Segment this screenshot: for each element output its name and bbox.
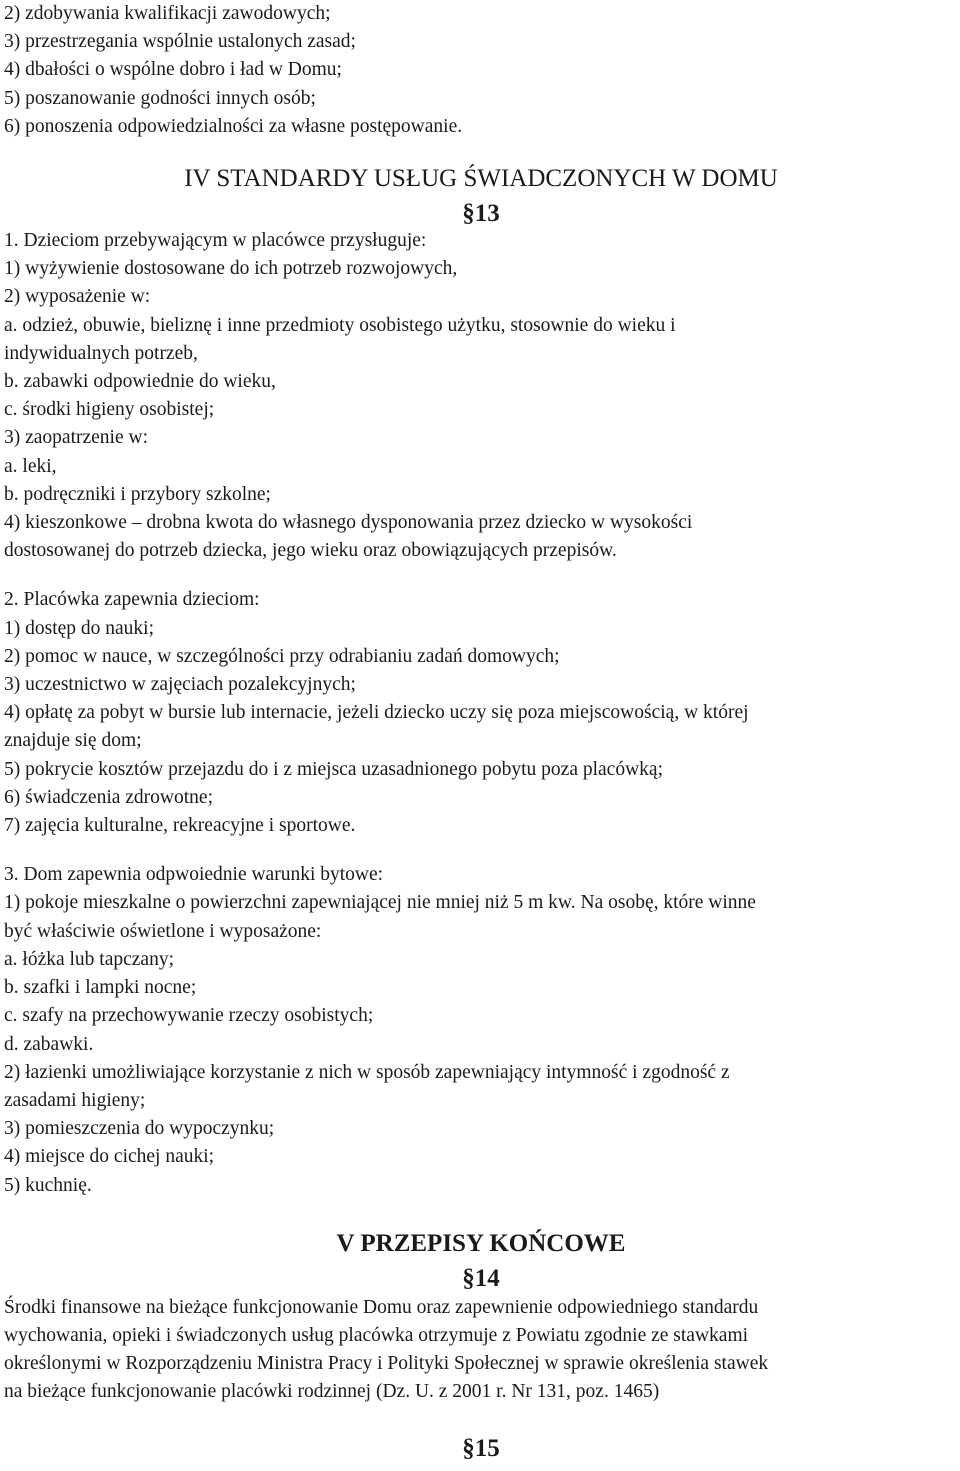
section-number: [4, 198, 958, 230]
text-line: b. podręczniki i przybory szkolne;: [4, 483, 271, 505]
text-line: 2. Placówka zapewnia dzieciom:: [4, 589, 260, 611]
paragraph-2: [4, 586, 958, 840]
text-line: na bieżące funkcjonowanie placówki rodzinnej (Dz. U. z 2001 r. Nr 131, poz. 1465): [4, 1381, 660, 1403]
text-line: 3) pomieszczenia do wypoczynku;: [4, 1118, 275, 1140]
list-continuation: [4, 0, 958, 141]
text-line: a. łóżka lub tapczany;: [4, 948, 175, 970]
text-line: Środki finansowe na bieżące funkcjonowanie Domu oraz zapewnienie odpowiedniego standardu: [4, 1296, 759, 1318]
text-line: 7) zajęcia kulturalne, rekreacyjne i sportowe.: [4, 815, 356, 837]
chapter-heading: V PRZEPISY KOŃCOWE: [336, 1229, 626, 1257]
spacer: [4, 840, 958, 861]
text-line: 4) opłatę za pobyt w bursie lub internacie, jeżeli dziecko uczy się poza miejscowością, w której: [4, 702, 749, 724]
text-line: a. leki,: [4, 455, 57, 477]
section-number: [4, 1433, 958, 1465]
text-line: 3. Dom zapewnia odpwoiednie warunki bytowe:: [4, 864, 384, 886]
text-line: d. zabawki.: [4, 1033, 94, 1055]
text-line: 2) zdobywania kwalifikacji zawodowych;: [4, 3, 331, 24]
text-line: 3) zaopatrzenie w:: [4, 427, 149, 449]
text-line: 4) kieszonkowe – drobna kwota do własnego dysponowania przez dziecko w wysokości: [4, 512, 693, 534]
text-line: a. odzież, obuwie, bieliznę i inne przedmioty osobistego użytku, stosownie do wieku i: [4, 314, 676, 336]
text-line: 3) uczestnictwo w zajęciach pozalekcyjnych;: [4, 674, 356, 696]
text-line: 2) pomoc w nauce, w szczególności przy odrabianiu zadań domowych;: [4, 645, 560, 667]
text-line: 5) kuchnię.: [4, 1174, 92, 1196]
section-sign: §: [462, 1434, 475, 1462]
text-line: być właściwie oświetlone i wyposażone:: [4, 920, 322, 942]
document-page: [4, 0, 958, 1465]
text-line: 1. Dzieciom przebywającym w placówce przysługuje:: [4, 230, 427, 252]
section-number-value: 15: [474, 1434, 500, 1462]
text-line: 4) dbałości o wspólne dobro i ład w Domu;: [4, 59, 342, 81]
paragraph-1: [4, 227, 958, 565]
text-line: 1) wyżywienie dostosowane do ich potrzeb rozwojowych,: [4, 258, 458, 280]
text-line: 5) poszanowanie godności innych osób;: [4, 87, 316, 109]
text-line: 6) ponoszenia odpowiedzialności za własne postępowanie.: [4, 115, 463, 137]
spacer: [4, 565, 958, 586]
chapter-heading: IV STANDARDY USŁUG ŚWIADCZONYCH W DOMU: [184, 165, 778, 193]
text-line: wychowania, opieki i świadczonych usług placówka otrzymuje z Powiatu zgodnie ze stawkami: [4, 1324, 749, 1346]
text-line: 2) łazienki umożliwiające korzystanie z nich w sposób zapewniający intymność i zgodność z: [4, 1061, 730, 1083]
text-line: 5) pokrycie kosztów przejazdu do i z miejsca uzasadnionego pobytu poza placówką;: [4, 758, 663, 780]
section-number-value: 14: [474, 1264, 500, 1292]
text-line: b. zabawki odpowiednie do wieku,: [4, 371, 276, 393]
text-line: indywidualnych potrzeb,: [4, 342, 198, 364]
section-number: [4, 1263, 958, 1295]
text-line: 4) miejsce do cichej nauki;: [4, 1146, 215, 1168]
text-line: 1) pokoje mieszkalne o powierzchni zapewniającej nie mniej niż 5 m kw. Na osobę, które winne: [4, 892, 756, 914]
text-line: 1) dostęp do nauki;: [4, 617, 155, 639]
text-line: zasadami higieny;: [4, 1089, 146, 1111]
closing-paragraph: [4, 1294, 958, 1407]
section-sign: §: [462, 1264, 475, 1292]
text-line: 2) wyposażenie w:: [4, 286, 151, 308]
text-line: 3) przestrzegania wspólnie ustalonych zasad;: [4, 31, 356, 53]
section-number-value: 13: [474, 200, 500, 228]
text-line: 6) świadczenia zdrowotne;: [4, 786, 213, 808]
text-line: b. szafki i lampki nocne;: [4, 977, 197, 999]
section-sign: §: [462, 200, 475, 228]
text-line: c. środki higieny osobistej;: [4, 399, 215, 421]
text-line: dostosowanej do potrzeb dziecka, jego wieku oraz obowiązujących przepisów.: [4, 540, 617, 562]
text-line: określonymi w Rozporządzeniu Ministra Pracy i Polityki Społecznej w sprawie określenia stawek: [4, 1353, 769, 1375]
text-line: c. szafy na przechowywanie rzeczy osobistych;: [4, 1005, 374, 1027]
paragraph-3: [4, 861, 958, 1199]
text-line: znajduje się dom;: [4, 730, 142, 752]
